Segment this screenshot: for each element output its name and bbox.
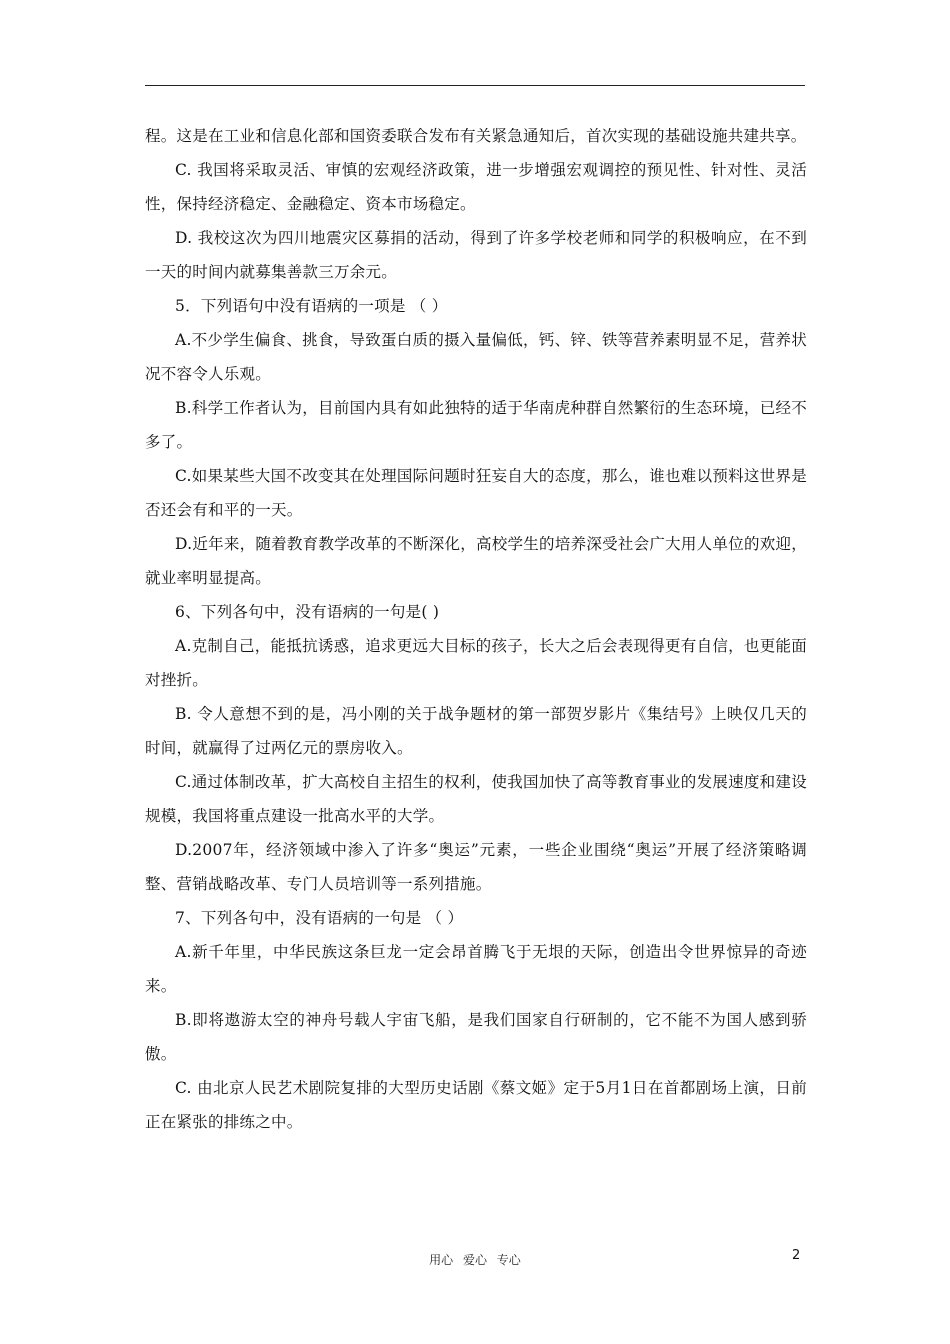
header-rule [145, 85, 805, 86]
paragraph-continuation: 程。这是在工业和信息化部和国资委联合发布有关紧急通知后，首次实现的基础设施共建共享。 [145, 127, 807, 145]
footer-motto: 用心 爱心 专心 [429, 1253, 521, 1267]
question-5-option-b: B.科学工作者认为，目前国内具有如此独特的适于华南虎种群自然繁衍的生态环境，已经不多了。 [145, 399, 807, 451]
option-d: D. 我校这次为四川地震灾区募捐的活动，得到了许多学校老师和同学的积极响应，在不到一天的时间内就募集善款三万余元。 [145, 229, 807, 281]
question-7-option-a: A.新千年里，中华民族这条巨龙一定会昂首腾飞于无垠的天际，创造出令世界惊异的奇迹来。 [145, 943, 807, 995]
question-5-option-d: D.近年来，随着教育教学改革的不断深化，高校学生的培养深受社会广大用人单位的欢迎，就业率明显提高。 [145, 535, 807, 587]
question-6-option-b: B. 令人意想不到的是，冯小刚的关于战争题材的第一部贺岁影片《集结号》上映仅几天的时间，就赢得了过两亿元的票房收入。 [145, 705, 807, 757]
question-5-option-a: A.不少学生偏食、挑食，导致蛋白质的摄入量偏低，钙、锌、铁等营养素明显不足，营养状况不容令人乐观。 [145, 331, 807, 383]
question-7-option-b: B.即将遨游太空的神舟号载人宇宙飞船，是我们国家自行研制的，它不能不为国人感到骄傲。 [145, 1011, 807, 1063]
question-6-option-a: A.克制自己，能抵抗诱惑，追求更远大目标的孩子，长大之后会表现得更有自信，也更能面对挫折。 [145, 637, 807, 689]
question-5: 5．下列语句中没有语病的一项是 （ ） [175, 297, 448, 315]
document-body [145, 119, 807, 1139]
question-6: 6、下列各句中，没有语病的一句是( ) [175, 603, 440, 621]
question-7: 7、下列各句中，没有语病的一句是 （ ） [175, 909, 464, 927]
question-6-option-c: C.通过体制改革，扩大高校自主招生的权利，使我国加快了高等教育事业的发展速度和建设规模，我国将重点建设一批高水平的大学。 [145, 773, 807, 825]
page-number: 2 [792, 1248, 801, 1263]
question-7-option-c: C. 由北京人民艺术剧院复排的大型历史话剧《蔡文姬》定于5月1日在首都剧场上演，日前正在紧张的排练之中。 [145, 1079, 807, 1131]
question-5-option-c: C.如果某些大国不改变其在处理国际问题时狂妄自大的态度，那么，谁也难以预料这世界是否还会有和平的一天。 [145, 467, 807, 519]
question-6-option-d: D.2007年，经济领域中渗入了许多“奥运”元素，一些企业围绕“奥运”开展了经济策略调整、营销战略改革、专门人员培训等一系列措施。 [145, 841, 807, 893]
option-c: C. 我国将采取灵活、审慎的宏观经济政策，进一步增强宏观调控的预见性、针对性、灵活性，保持经济稳定、金融稳定、资本市场稳定。 [145, 161, 807, 213]
